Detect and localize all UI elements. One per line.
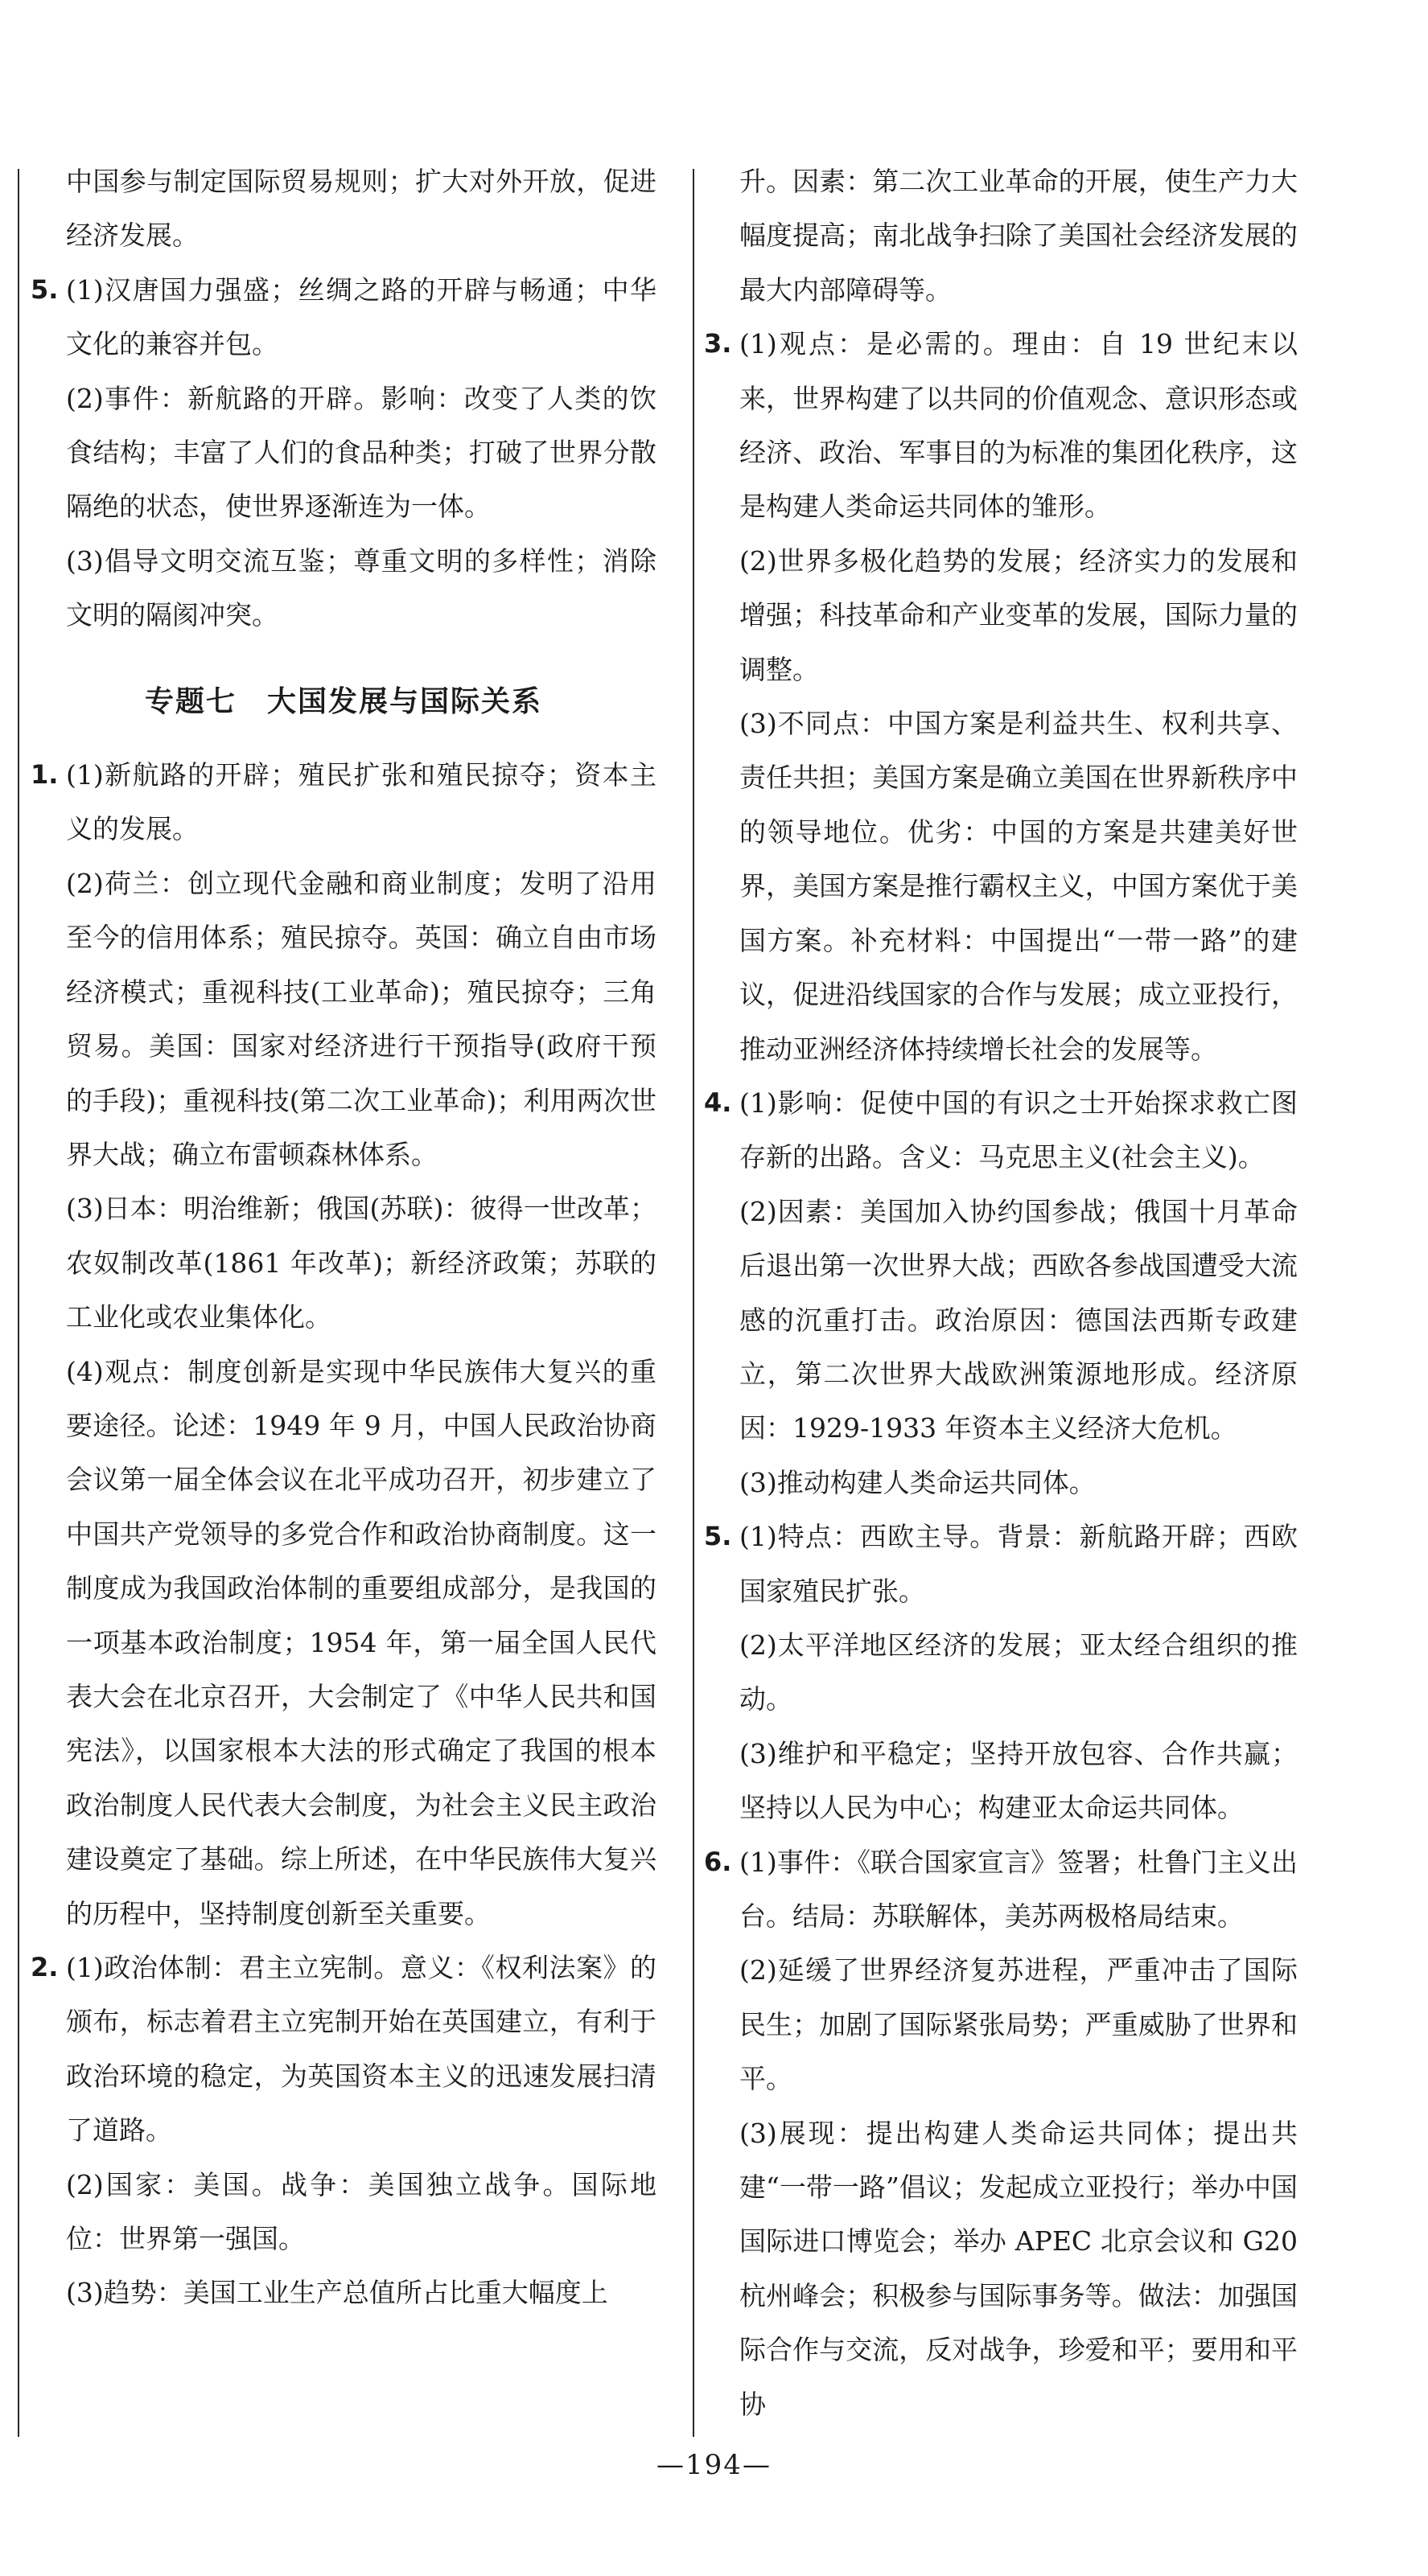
question-number: 1. bbox=[31, 759, 59, 791]
column-divider bbox=[693, 169, 694, 2437]
question-3-answer bbox=[704, 317, 1298, 1076]
answer-part: (4)观点：制度创新是实现中华民族伟大复兴的重要途径。论述：1949 年 9 月，中国人民政治协商会议第一届全体会议在北平成功召开，初步建立了中国共产党领导的多党合作和政治协商制度。这一制度成为我国政治体制的重要组成部分，是我国的一项基本政治制度；1954 年，第一届全国人民代表大会在北京召开，大会制定了《中华人民共和国宪法》，以国家根本大法的形式确定了我国的根本政治制度人民代表大会制度，为社会主义民主政治建设奠定了基础。综上所述，在中华民族伟大复兴的历程中，坚持制度创新至关重要。 bbox=[66, 1355, 656, 1929]
question-1-answer bbox=[31, 748, 656, 1941]
answer-part: (2)因素：美国加入协约国参战；俄国十月革命后退出第一次世界大战；西欧各参战国遭受大流感的沉重打击。政治原因：德国法西斯专政建立，第二次世界大战欧洲策源地形成。经济原因：1929-1933 年资本主义经济大危机。 bbox=[739, 1195, 1298, 1444]
answer-part: (1)政治体制：君主立宪制。意义：《权利法案》的颁布，标志着君主立宪制开始在英国建立，有利于政治环境的稳定，为英国资本主义的迅速发展扫清了道路。 bbox=[66, 1952, 656, 2147]
question-number: 2. bbox=[31, 1952, 59, 1982]
question-2-answer bbox=[31, 1941, 656, 2320]
answer-part: (1)事件：《联合国家宣言》签署；杜鲁门主义出台。结局：苏联解体，美苏两极格局结束。 bbox=[739, 1846, 1298, 1932]
page-number: —194— bbox=[656, 2449, 772, 2481]
question-5-answer bbox=[704, 1510, 1298, 1834]
answer-part: (1)汉唐国力强盛；丝绸之路的开辟与畅通；中华文化的兼容并包。 bbox=[66, 273, 656, 360]
answer-part: (3)展现：提出构建人类命运共同体；提出共建“一带一路”倡议；发起成立亚投行；举办中国国际进口博览会；举办 APEC 北京会议和 G20 杭州峰会；积极参与国际事务等。做法：加强国际合作与交流，反对战争，珍爱和平；要用和平协 bbox=[739, 2117, 1298, 2420]
question-number: 5. bbox=[31, 273, 59, 305]
answer-part: (3)日本：明治维新；俄国(苏联)：彼得一世改革；农奴制改革(1861 年改革)；新经济政策；苏联的工业化或农业集体化。 bbox=[66, 1193, 656, 1333]
answer-part: (3)倡导文明交流互鉴；尊重文明的多样性；消除文明的隔阂冲突。 bbox=[66, 544, 656, 631]
left-margin-rule bbox=[18, 169, 19, 2437]
question-number: 3. bbox=[704, 328, 732, 359]
answer-part: (2)荷兰：创立现代金融和商业制度；发明了沿用至今的信用体系；殖民掠夺。英国：确立自由市场经济模式；重视科技(工业革命)；殖民掠夺；三角贸易。美国：国家对经济进行干预指导(政府干预的手段)；重视科技(第二次工业革命)；利用两次世界大战；确立布雷顿森林体系。 bbox=[66, 867, 656, 1170]
question-number: 5. bbox=[704, 1521, 732, 1552]
continued-answer-text: 中国参与制定国际贸易规则；扩大对外开放，促进经济发展。 bbox=[66, 166, 656, 252]
answer-part: (2)国家：美国。战争：美国独立战争。国际地位：世界第一强国。 bbox=[66, 2168, 656, 2255]
answer-part: (2)延缓了世界经济复苏进程，严重冲击了国际民生；加剧了国际紧张局势；严重威胁了世界和平。 bbox=[739, 1954, 1298, 2095]
answer-part: (3)不同点：中国方案是利益共生、权利共享、责任共担；美国方案是确立美国在世界新秩序中的领导地位。优劣：中国的方案是共建美好世界，美国方案是推行霸权主义，中国方案优于美国方案。补充材料：中国提出“一带一路”的建议，促进沿线国家的合作与发展；成立亚投行，推动亚洲经济体持续增长社会的发展等。 bbox=[739, 708, 1298, 1065]
question-4-answer bbox=[704, 1076, 1298, 1510]
question-6-answer bbox=[704, 1835, 1298, 2431]
answer-part: (2)事件：新航路的开辟。影响：改变了人类的饮食结构；丰富了人们的食品种类；打破了世界分散隔绝的状态，使世界逐渐连为一体。 bbox=[66, 382, 656, 523]
answer-part: (1)新航路的开辟；殖民扩张和殖民掠夺；资本主义的发展。 bbox=[66, 759, 656, 845]
answer-part: (2)世界多极化趋势的发展；经济实力的发展和增强；科技革命和产业变革的发展，国际力量的调整。 bbox=[739, 544, 1298, 685]
answer-part: (1)特点：西欧主导。背景：新航路开辟；西欧国家殖民扩张。 bbox=[739, 1521, 1298, 1607]
question-number: 6. bbox=[704, 1846, 732, 1877]
section-heading: 专题七 大国发展与国际关系 bbox=[144, 684, 542, 718]
answer-part: (3)维护和平稳定；坚持开放包容、合作共赢；坚持以人民为中心；构建亚太命运共同体。 bbox=[739, 1737, 1298, 1824]
left-column bbox=[31, 154, 656, 2320]
answer-part: (3)趋势：美国工业生产总值所占比重大幅度上 bbox=[66, 2277, 608, 2309]
answer-part: (1)观点：是必需的。理由：自 19 世纪末以来，世界构建了以共同的价值观念、意识形态或经济、政治、军事目的为标准的集团化秩序，这是构建人类命运共同体的雏形。 bbox=[739, 328, 1298, 523]
right-column bbox=[704, 154, 1298, 2431]
question-5-answer bbox=[31, 263, 656, 643]
answer-part: (3)推动构建人类命运共同体。 bbox=[739, 1466, 1096, 1498]
continued-answer-text: 升。因素：第二次工业革命的开展，使生产力大幅度提高；南北战争扫除了美国社会经济发展的最大内部障碍等。 bbox=[739, 166, 1298, 306]
answer-part: (2)太平洋地区经济的发展；亚太经合组织的推动。 bbox=[739, 1629, 1298, 1715]
answer-part: (1)影响：促使中国的有识之士开始探求救亡图存新的出路。含义：马克思主义(社会主义)。 bbox=[739, 1087, 1298, 1173]
question-number: 4. bbox=[704, 1087, 732, 1118]
